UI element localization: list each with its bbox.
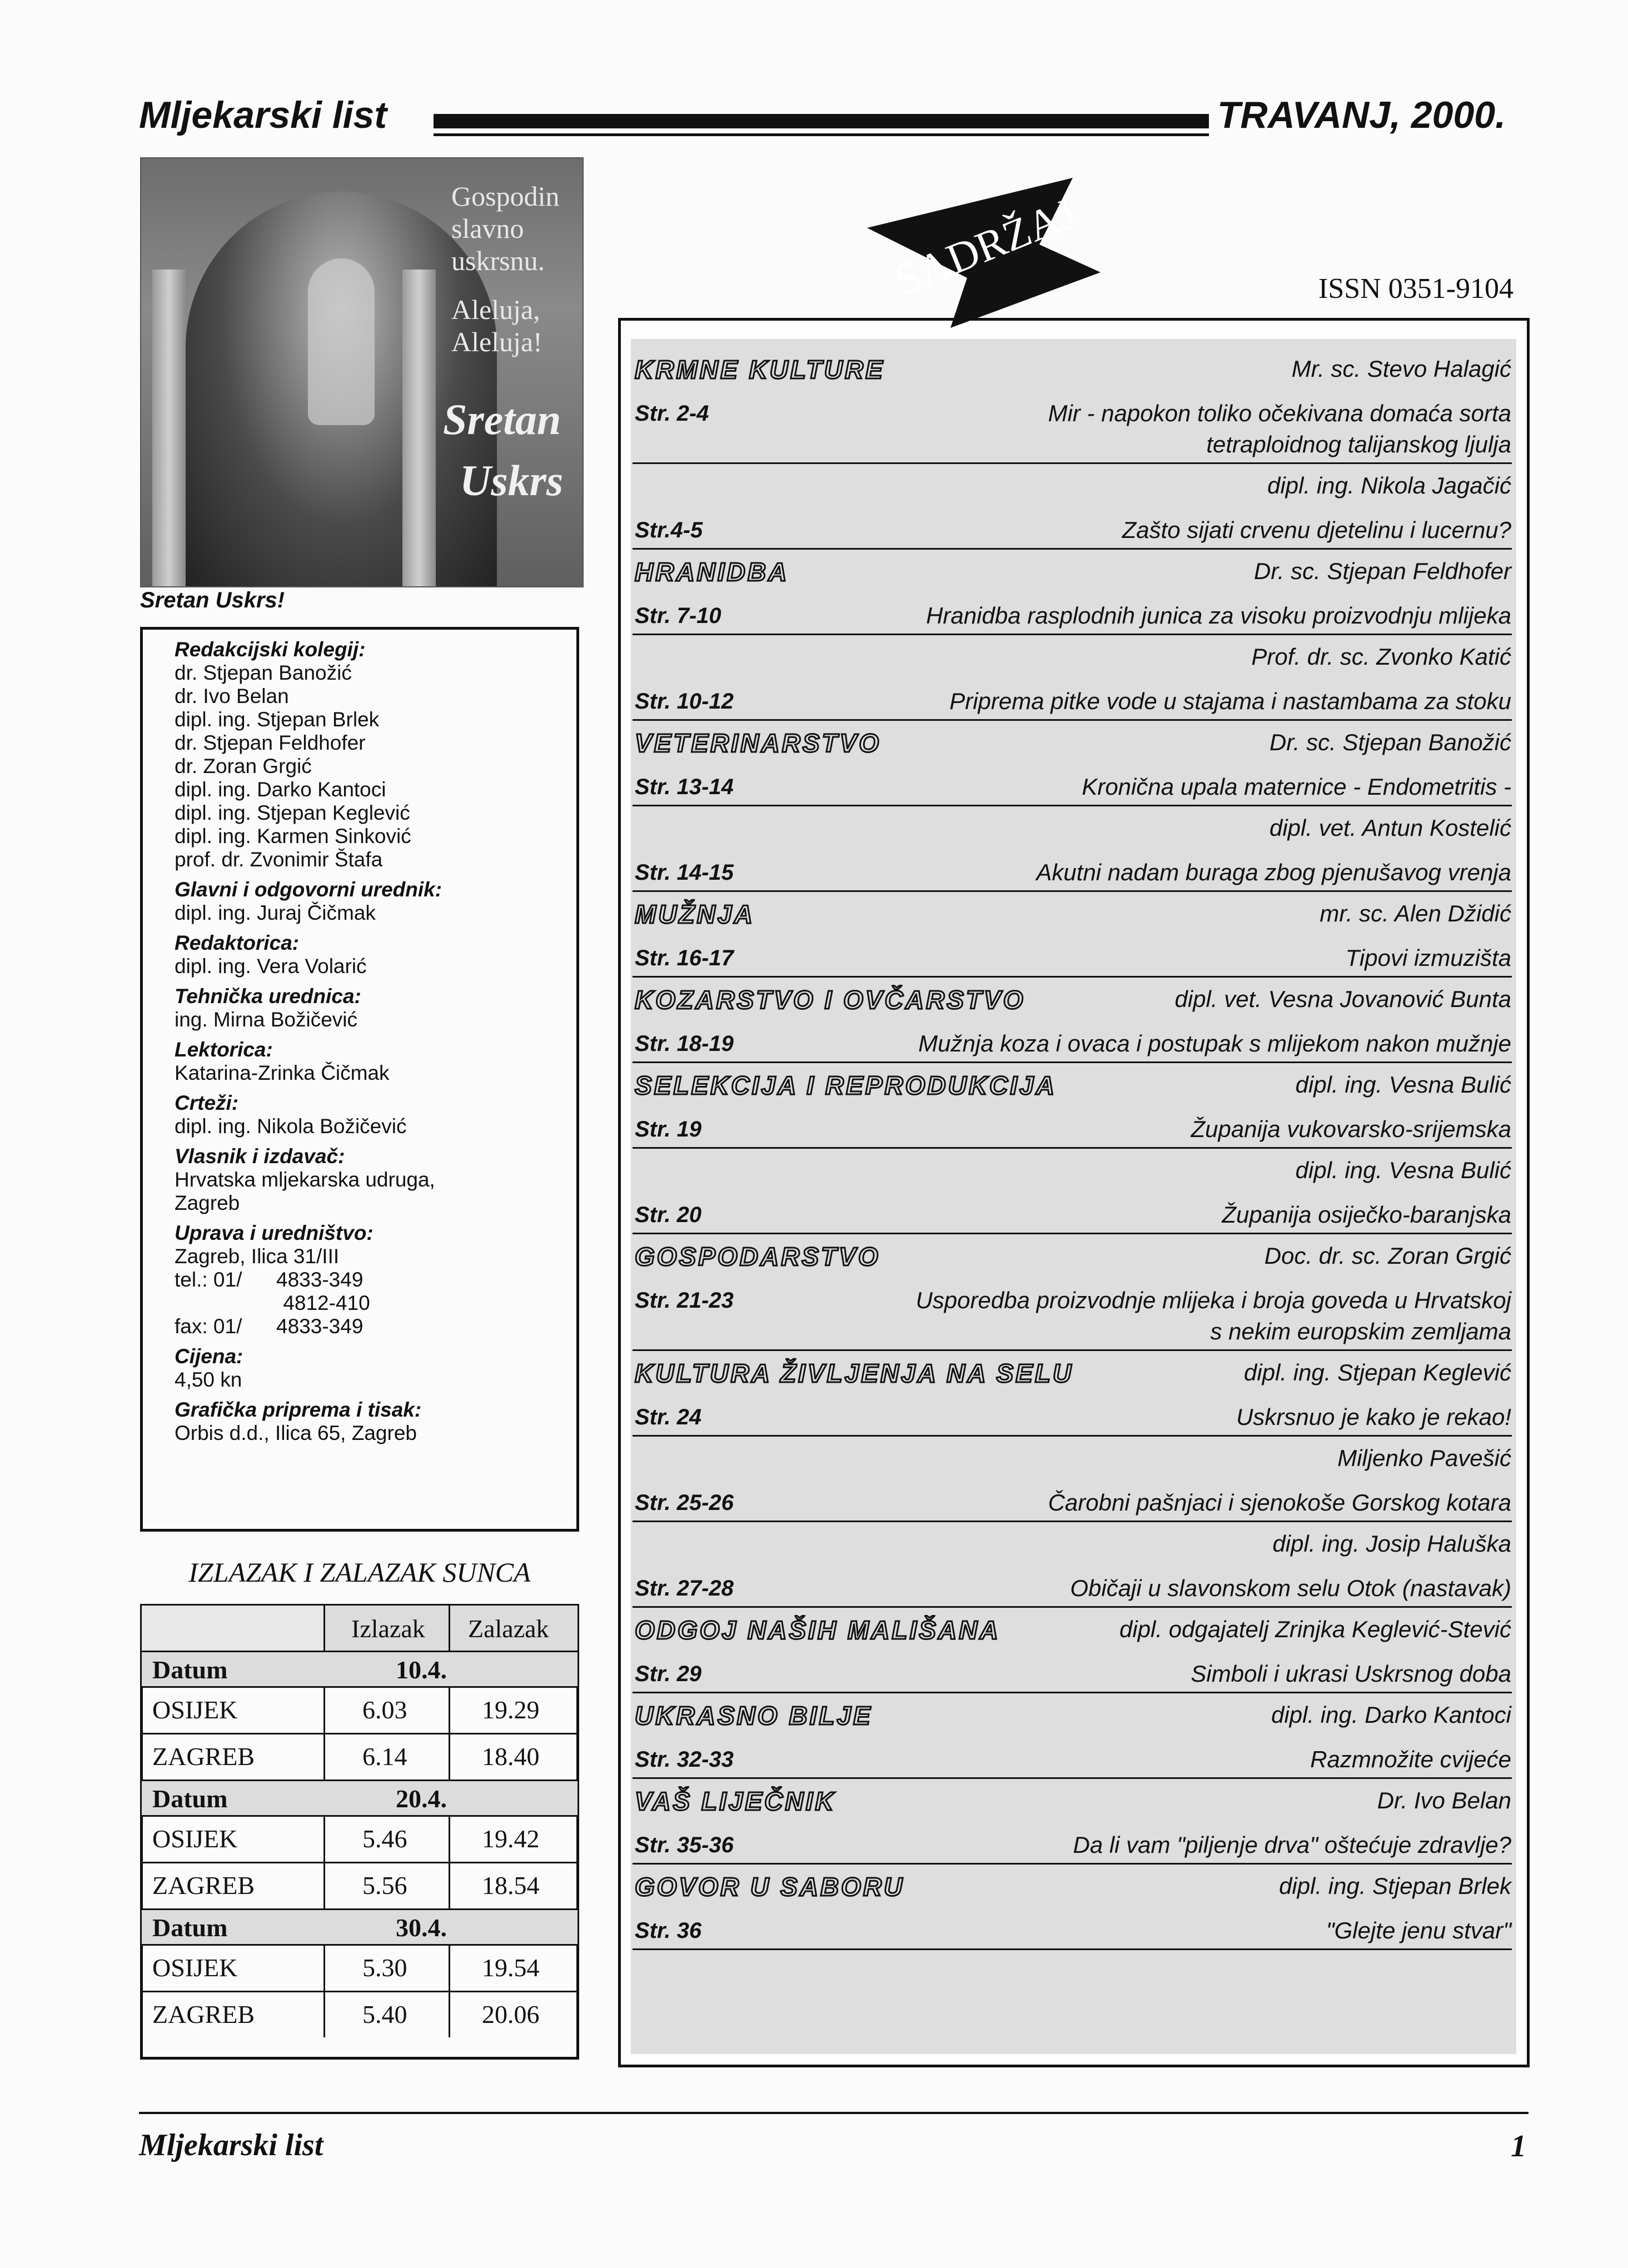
header-journal-title: Mljekarski list: [139, 94, 387, 136]
cover-script-line: Sretan: [443, 395, 561, 443]
editorial-entry: dr. Stjepan Banožić: [175, 661, 352, 684]
sun-col-line: [449, 1991, 450, 2037]
sun-date: 10.4.: [396, 1656, 447, 1684]
article-pages: Str. 19: [635, 1117, 702, 1142]
article-rule: [633, 1948, 1512, 1950]
editorial-entry: 4,50 kn: [175, 1368, 242, 1391]
sun-col-line: [323, 1944, 325, 1991]
editorial-label: Cijena:: [175, 1345, 243, 1368]
article-author: Dr. Ivo Belan: [1377, 1787, 1511, 1813]
sun-city: ZAGREB: [152, 1742, 255, 1771]
sun-col-line: [323, 1991, 325, 2037]
article-author: dipl. ing. Vesna Bulić: [1295, 1071, 1511, 1098]
sun-col-line: [323, 1686, 325, 1733]
article-pages: Str. 13-14: [635, 775, 734, 799]
editorial-entry: Zagreb: [175, 1192, 240, 1214]
sun-col-line: [323, 1733, 325, 1779]
sun-date: 20.4.: [396, 1785, 447, 1813]
article-rule: [633, 976, 1512, 978]
article-title: Akutni nadam buraga zbog pjenušavog vrenja: [1036, 859, 1511, 885]
article-rule: [633, 462, 1512, 464]
cover-figure: [308, 258, 375, 425]
article-pages: Str. 36: [635, 1918, 702, 1943]
editorial-label: Vlasnik i izdavač:: [175, 1145, 345, 1168]
article-pages: Str. 10-12: [635, 689, 734, 714]
article-pages: Str. 18-19: [635, 1031, 734, 1056]
sun-rise-time: 5.30: [362, 1953, 407, 1982]
sadrzaj-banner: [856, 167, 1106, 333]
article-rule: [633, 1521, 1512, 1522]
article-title: Županija osiječko-baranjska: [1222, 1202, 1511, 1228]
editorial-entry: dr. Ivo Belan: [175, 685, 289, 707]
header-rule: [434, 114, 1209, 128]
article-title: Mužnja koza i ovaca i postupak s mlijekom nakon mužnje: [918, 1030, 1511, 1056]
section-heading: VAŠ LIJEČNIK: [635, 1787, 836, 1816]
sun-header-shade-left: [142, 1606, 323, 1651]
article-pages: Str. 24: [635, 1405, 702, 1429]
article-title: Tipovi izmuzišta: [1345, 945, 1511, 971]
article-rule: [633, 1233, 1512, 1234]
article-author: dipl. ing. Vesna Bulić: [1295, 1157, 1511, 1183]
sun-row-line: [140, 1815, 579, 1817]
section-heading: UKRASNO BILJE: [635, 1701, 873, 1730]
sun-set-time: 19.42: [482, 1825, 540, 1853]
footer-journal-title: Mljekarski list: [139, 2128, 323, 2162]
editorial-label: Crteži:: [175, 1091, 239, 1114]
article-author: dipl. ing. Darko Kantoci: [1271, 1702, 1511, 1728]
sun-col-line-header: [323, 1604, 325, 1651]
sun-set-time: 20.06: [482, 2000, 540, 2028]
article-rule: [633, 1147, 1512, 1149]
sun-rise-time: 5.56: [362, 1871, 407, 1900]
article-rule: [633, 1692, 1512, 1693]
sun-row-line: [140, 1991, 579, 1992]
sun-col-line: [449, 1815, 450, 1862]
editorial-entry: 4812-410: [175, 1292, 370, 1314]
sun-col-line: [449, 1944, 450, 1991]
article-rule: [633, 890, 1512, 892]
editorial-label: Redaktorica:: [175, 931, 300, 954]
sun-city: OSIJEK: [152, 1696, 238, 1724]
editorial-entry: dr. Zoran Grgić: [175, 755, 312, 777]
section-heading: SELEKCIJA I REPRODUKCIJA: [635, 1071, 1057, 1100]
editorial-entry: tel.: 01/ 4833-349: [175, 1268, 364, 1291]
editorial-entry: dipl. ing. Juraj Čičmak: [175, 901, 376, 924]
article-title: Priprema pitke vode u stajama i nastambama za stoku: [949, 688, 1511, 714]
sun-row-line: [140, 1779, 579, 1781]
article-title: "Glejte jenu stvar": [1326, 1917, 1511, 1943]
article-pages: Str. 25-26: [635, 1491, 734, 1515]
sun-datum-label: Datum: [152, 1913, 228, 1942]
article-pages: Str. 27-28: [635, 1576, 734, 1601]
editorial-entry: dipl. ing. Stjepan Brlek: [175, 708, 380, 731]
article-title: Kronična upala maternice - Endometritis -: [1082, 774, 1511, 800]
article-pages: Str. 35-36: [635, 1833, 734, 1857]
article-pages: Str. 2-4: [635, 401, 709, 426]
sun-col-line-header: [449, 1604, 450, 1651]
article-rule: [633, 1777, 1512, 1779]
sun-rise-time: 6.03: [362, 1696, 407, 1724]
article-pages: Str. 20: [635, 1203, 702, 1227]
sun-city: OSIJEK: [152, 1953, 238, 1982]
article-rule: [633, 1061, 1512, 1063]
article-title: Županija vukovarsko-srijemska: [1191, 1116, 1511, 1142]
editorial-label: Redakcijski kolegij:: [175, 638, 366, 661]
sun-city: ZAGREB: [152, 2000, 255, 2028]
article-title: Razmnožite cvijeće: [1310, 1746, 1511, 1772]
sun-date: 30.4.: [396, 1913, 447, 1942]
article-author: Dr. sc. Stjepan Banožić: [1269, 729, 1511, 755]
editorial-entry: dr. Stjepan Feldhofer: [175, 731, 366, 754]
sun-row-line: [140, 1862, 579, 1863]
section-heading: HRANIDBA: [635, 557, 789, 586]
article-rule: [633, 805, 1512, 806]
article-author: dipl. ing. Josip Haluška: [1272, 1531, 1511, 1557]
sun-rise-time: 6.14: [362, 1742, 407, 1771]
sun-set-time: 18.40: [482, 1742, 540, 1771]
sun-row-line: [140, 1651, 579, 1652]
article-rule: [633, 1606, 1512, 1608]
cover-caption: Sretan Uskrs!: [140, 588, 285, 612]
article-title: tetraploidnog talijanskog ljulja: [1206, 431, 1511, 457]
sun-col-rise: Izlazak: [351, 1614, 425, 1643]
sun-col-line: [323, 1862, 325, 1908]
article-rule: [633, 1435, 1512, 1437]
editorial-entry: Zagreb, Ilica 31/III: [175, 1245, 340, 1268]
section-heading: KRMNE KULTURE: [635, 355, 885, 384]
article-author: dipl. ing. Stjepan Keglević: [1244, 1359, 1511, 1385]
editorial-entry: dipl. ing. Darko Kantoci: [175, 778, 386, 801]
header-rule-thin: [434, 133, 1209, 136]
editorial-entry: dipl. ing. Vera Volarić: [175, 955, 367, 978]
article-pages: Str. 16-17: [635, 946, 734, 970]
sun-col-line: [449, 1733, 450, 1779]
sun-col-line: [449, 1862, 450, 1908]
sun-set-time: 19.29: [482, 1696, 540, 1724]
article-author: Miljenko Pavešić: [1337, 1445, 1511, 1471]
editorial-label: Glavni i odgovorni urednik:: [175, 878, 442, 901]
sun-city: OSIJEK: [152, 1825, 238, 1853]
editorial-label: Lektorica:: [175, 1038, 273, 1061]
sun-row-line: [140, 1686, 579, 1688]
sun-col-set: Zalazak: [468, 1614, 549, 1643]
editorial-entry: Katarina-Zrinka Čičmak: [175, 1061, 390, 1084]
editorial-entry: Hrvatska mljekarska udruga,: [175, 1168, 435, 1191]
editorial-entry: Orbis d.d., Ilica 65, Zagreb: [175, 1422, 417, 1444]
article-rule: [633, 634, 1512, 635]
section-heading: GOVOR U SABORU: [635, 1872, 905, 1901]
cover-script-line: Uskrs: [460, 456, 564, 505]
sun-datum-label: Datum: [152, 1656, 228, 1684]
article-pages: Str.4-5: [635, 518, 703, 542]
article-rule: [633, 719, 1512, 721]
sun-set-time: 19.54: [482, 1953, 540, 1982]
section-heading: KULTURA ŽIVLJENJA NA SELU: [635, 1359, 1074, 1388]
article-title: Zašto sijati crvenu djetelinu i lucernu?: [1122, 517, 1511, 543]
footer-page-number: 1: [1511, 2129, 1526, 2164]
sun-row-line: [140, 1944, 579, 1946]
article-author: mr. sc. Alen Džidić: [1320, 900, 1511, 926]
article-title: Čarobni pašnjaci i sjenokoše Gorskog kotara: [1048, 1489, 1511, 1516]
cover-text-line: uskrsnu.: [451, 245, 545, 276]
sun-rise-time: 5.40: [362, 2000, 407, 2028]
article-rule: [633, 1863, 1512, 1865]
cover-text-line: Aleluja!: [451, 326, 542, 357]
article-rule: [633, 1349, 1512, 1351]
article-author: Prof. dr. sc. Zvonko Katić: [1251, 644, 1511, 670]
editorial-entry: fax: 01/ 4833-349: [175, 1315, 364, 1338]
sun-datum-label: Datum: [152, 1785, 228, 1813]
article-pages: Str. 32-33: [635, 1747, 734, 1772]
article-title: Simboli i ukrasi Uskrsnog doba: [1191, 1661, 1511, 1687]
section-heading: KOZARSTVO I OVČARSTVO: [635, 985, 1025, 1014]
section-heading: VETERINARSTVO: [635, 729, 882, 757]
article-pages: Str. 7-10: [635, 604, 721, 628]
article-title: Mir - napokon toliko očekivana domaća sorta: [1048, 400, 1511, 426]
article-pages: Str. 14-15: [635, 860, 734, 885]
article-title: Hranidba rasplodnih junica za visoku proizvodnju mlijeka: [926, 602, 1511, 629]
editorial-entry: dipl. ing. Karmen Sinković: [175, 825, 411, 848]
section-heading: GOSPODARSTVO: [635, 1242, 880, 1271]
sun-row-line: [140, 1733, 579, 1734]
article-title: Usporedba proizvodnje mlijeka i broja goveda u Hrvatskoj: [915, 1287, 1511, 1313]
section-heading: ODGOJ NAŠIH MALIŠANA: [635, 1616, 1000, 1644]
article-author: dipl. odgajatelj Zrinjka Keglević-Stević: [1119, 1616, 1511, 1642]
article-pages: Str. 21-23: [635, 1288, 734, 1313]
sun-table-title: IZLAZAK I ZALAZAK SUNCA: [188, 1557, 531, 1588]
sun-col-line: [323, 1815, 325, 1862]
article-author: Dr. sc. Stjepan Feldhofer: [1254, 558, 1511, 584]
editorial-entry: prof. dr. Zvonimir Štafa: [175, 848, 383, 871]
article-pages: Str. 29: [635, 1662, 702, 1686]
article-author: Mr. sc. Stevo Halagić: [1291, 356, 1511, 382]
section-heading: MUŽNJA: [635, 900, 755, 929]
sun-set-time: 18.54: [482, 1871, 540, 1900]
editorial-entry: dipl. ing. Stjepan Keglević: [175, 801, 410, 824]
cover-text-line: Gospodin: [451, 181, 560, 212]
editorial-label: Uprava i uredništvo:: [175, 1222, 374, 1244]
article-author: Doc. dr. sc. Zoran Grgić: [1264, 1243, 1511, 1269]
cover-pillar-right: [402, 270, 436, 586]
editorial-label: Grafička priprema i tisak:: [175, 1398, 422, 1421]
header-issue-date: TRAVANJ, 2000.: [1217, 94, 1506, 136]
article-title: Da li vam "piljenje drva" oštećuje zdravlje?: [1073, 1832, 1511, 1858]
article-title: Običaji u slavonskom selu Otok (nastavak): [1070, 1575, 1511, 1601]
article-author: dipl. ing. Nikola Jagačić: [1267, 472, 1511, 499]
editorial-entry: ing. Mirna Božičević: [175, 1008, 358, 1031]
sun-city: ZAGREB: [152, 1871, 255, 1900]
sun-rise-time: 5.46: [362, 1825, 407, 1853]
cover-text-line: Aleluja,: [451, 294, 540, 325]
sun-col-line: [449, 1686, 450, 1733]
article-author: dipl. ing. Stjepan Brlek: [1279, 1873, 1511, 1899]
article-title: s nekim europskim zemljama: [1210, 1318, 1511, 1344]
banner-label: SADRŽAJ: [888, 188, 1083, 305]
footer-rule: [139, 2112, 1529, 2114]
article-rule: [633, 548, 1512, 550]
article-author: dipl. vet. Vesna Jovanović Bunta: [1174, 986, 1511, 1012]
cover-text-line: slavno: [451, 213, 524, 244]
cover-pillar-left: [152, 270, 186, 586]
editorial-entry: dipl. ing. Nikola Božičević: [175, 1115, 407, 1138]
article-title: Uskrsnuo je kako je rekao!: [1236, 1404, 1511, 1430]
sun-row-line: [140, 1908, 579, 1910]
article-author: dipl. vet. Antun Kostelić: [1269, 815, 1511, 841]
editorial-label: Tehnička urednica:: [175, 985, 361, 1008]
issn-number: ISSN 0351-9104: [1318, 273, 1514, 305]
